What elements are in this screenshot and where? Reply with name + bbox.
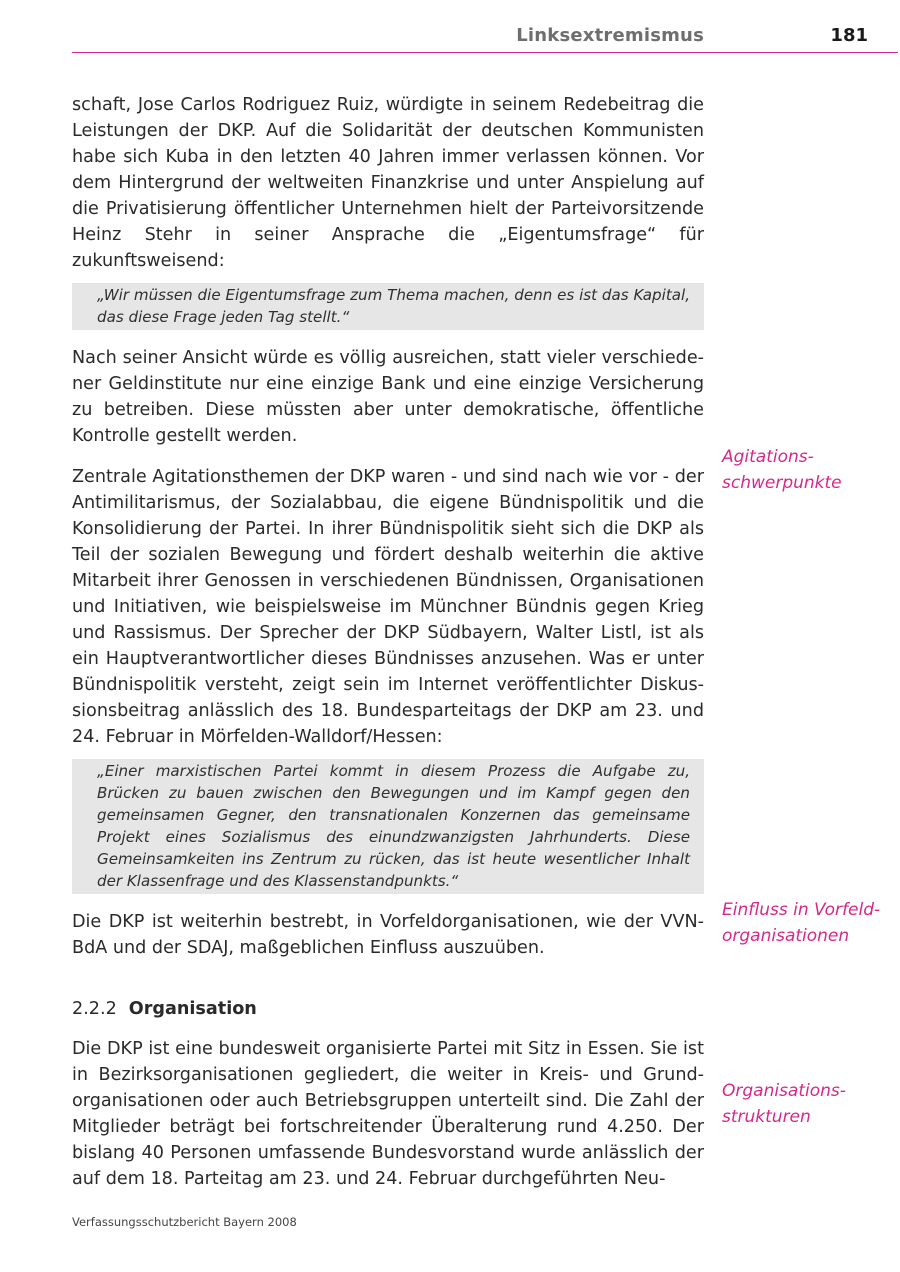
margin-note-agitation-line2: schwerpunkte [722,473,842,493]
paragraph-2: Nach seiner Ansicht würde es völlig ausreichen, statt vieler verschiedener Geldinstitute nur eine einzige Bank und eine einzige Versicherung zu betreiben. Diese müssten aber unter demokratische, öffentliche Kontrolle gestellt werden. [72,348,704,446]
margin-note-organisation [722,1078,897,1130]
paragraph-4: Die DKP ist weiterhin bestrebt, in Vorfeldorganisationen, wie der VVN-BdA und der SDAJ, maßgeblichen Einfluss auszuüben. [72,912,704,958]
main-text-column [72,92,704,1192]
margin-note-influence [722,897,897,949]
margin-note-agitation [722,444,897,496]
paragraph-5: Die DKP ist eine bundesweit organisierte Partei mit Sitz in Essen. Sie ist in Bezirksorganisationen gegliedert, die weiter in Kreis- und Grundorganisationen oder auch Betriebsgruppen unterteilt sind. Die Zahl der Mitglieder beträgt bei fortschreitender Überalterung rund 4.250. Der bislang 40 Personen umfassende Bundesvorstand wurde anlässlich der auf dem 18. Parteitag am 23. und 24. Februar durchgeführten Neu- [72,1039,704,1189]
paragraph-3: Zentrale Agitationsthemen der DKP waren - und sind nach wie vor - der Antimilitarismus, der Sozialabbau, die eigene Bündnispolitik und die Konsolidierung der Partei. In ihrer Bündnispolitik sieht sich die DKP als Teil der sozialen Bewegung und fördert deshalb weiterhin die aktive Mitarbeit ihrer Genossen in verschiedenen Bündnissen, Organisationen und Initiativen, wie beispielsweise im Münchner Bündnis gegen Krieg und Rassismus. Der Sprecher der DKP Südbayern, Walter Listl, ist als ein Hauptverantwortlicher dieses Bündnisses anzusehen. Was er unter Bündnispolitik versteht, zeigt sein im Internet veröffentlichter Diskussionsbeitrag anlässlich des 18. Bundesparteitags der DKP am 23. und 24. Februar in Mörfelden-Walldorf/Hessen: [72,467,704,747]
margin-note-influence-line1: Einfluss in Vorfeld- [722,900,881,920]
margin-note-organisation-line1: Organisations- [722,1081,846,1101]
quote-block-2: „Einer marxistischen Partei kommt in diesem Prozess die Aufgabe zu, Brücken zu bauen zwischen den Bewegungen und im Kampf gegen den gemeinsamen Gegner, den transnationalen Konzernen das gemeinsame Projekt eines Sozialismus des einundzwanzigsten Jahrhunderts. Diese Gemeinsamkeiten ins Zentrum zu rücken, das ist heute wesentlicher Inhalt der Klassenfrage und des Klassenstandpunkts.“ [72,759,704,894]
section-heading [72,997,704,1021]
page-number: 181 [830,25,868,46]
paragraph-1: schaft, Jose Carlos Rodriguez Ruiz, würdigte in seinem Redebeitrag die Leistungen der DKP. Auf die Solidarität der deutschen Kommunisten habe sich Kuba in den letzten 40 Jahren immer verlassen können. Vor dem Hintergrund der weltweiten Finanzkrise und unter Anspielung auf die Privatisierung öffentlicher Unternehmen hielt der Parteivorsitzende Heinz Stehr in seiner Ansprache die „Eigentumsfrage“ für zukunftsweisend: [72,95,704,271]
quote-block-1: „Wir müssen die Eigentumsfrage zum Thema machen, denn es ist das Kapital, das diese Frage jeden Tag stellt.“ [72,283,704,330]
margin-note-agitation-line1: Agitations- [722,447,814,467]
section-number: 2.2.2 [72,999,117,1019]
page-header [72,0,898,53]
section-heading-title: Organisation [128,999,257,1019]
margin-note-organisation-line2: strukturen [722,1107,811,1127]
margin-note-influence-line2: organisationen [722,926,850,946]
page-footer: Verfassungsschutzbericht Bayern 2008 [72,1215,297,1229]
section-title: Linksextremismus [516,25,704,46]
